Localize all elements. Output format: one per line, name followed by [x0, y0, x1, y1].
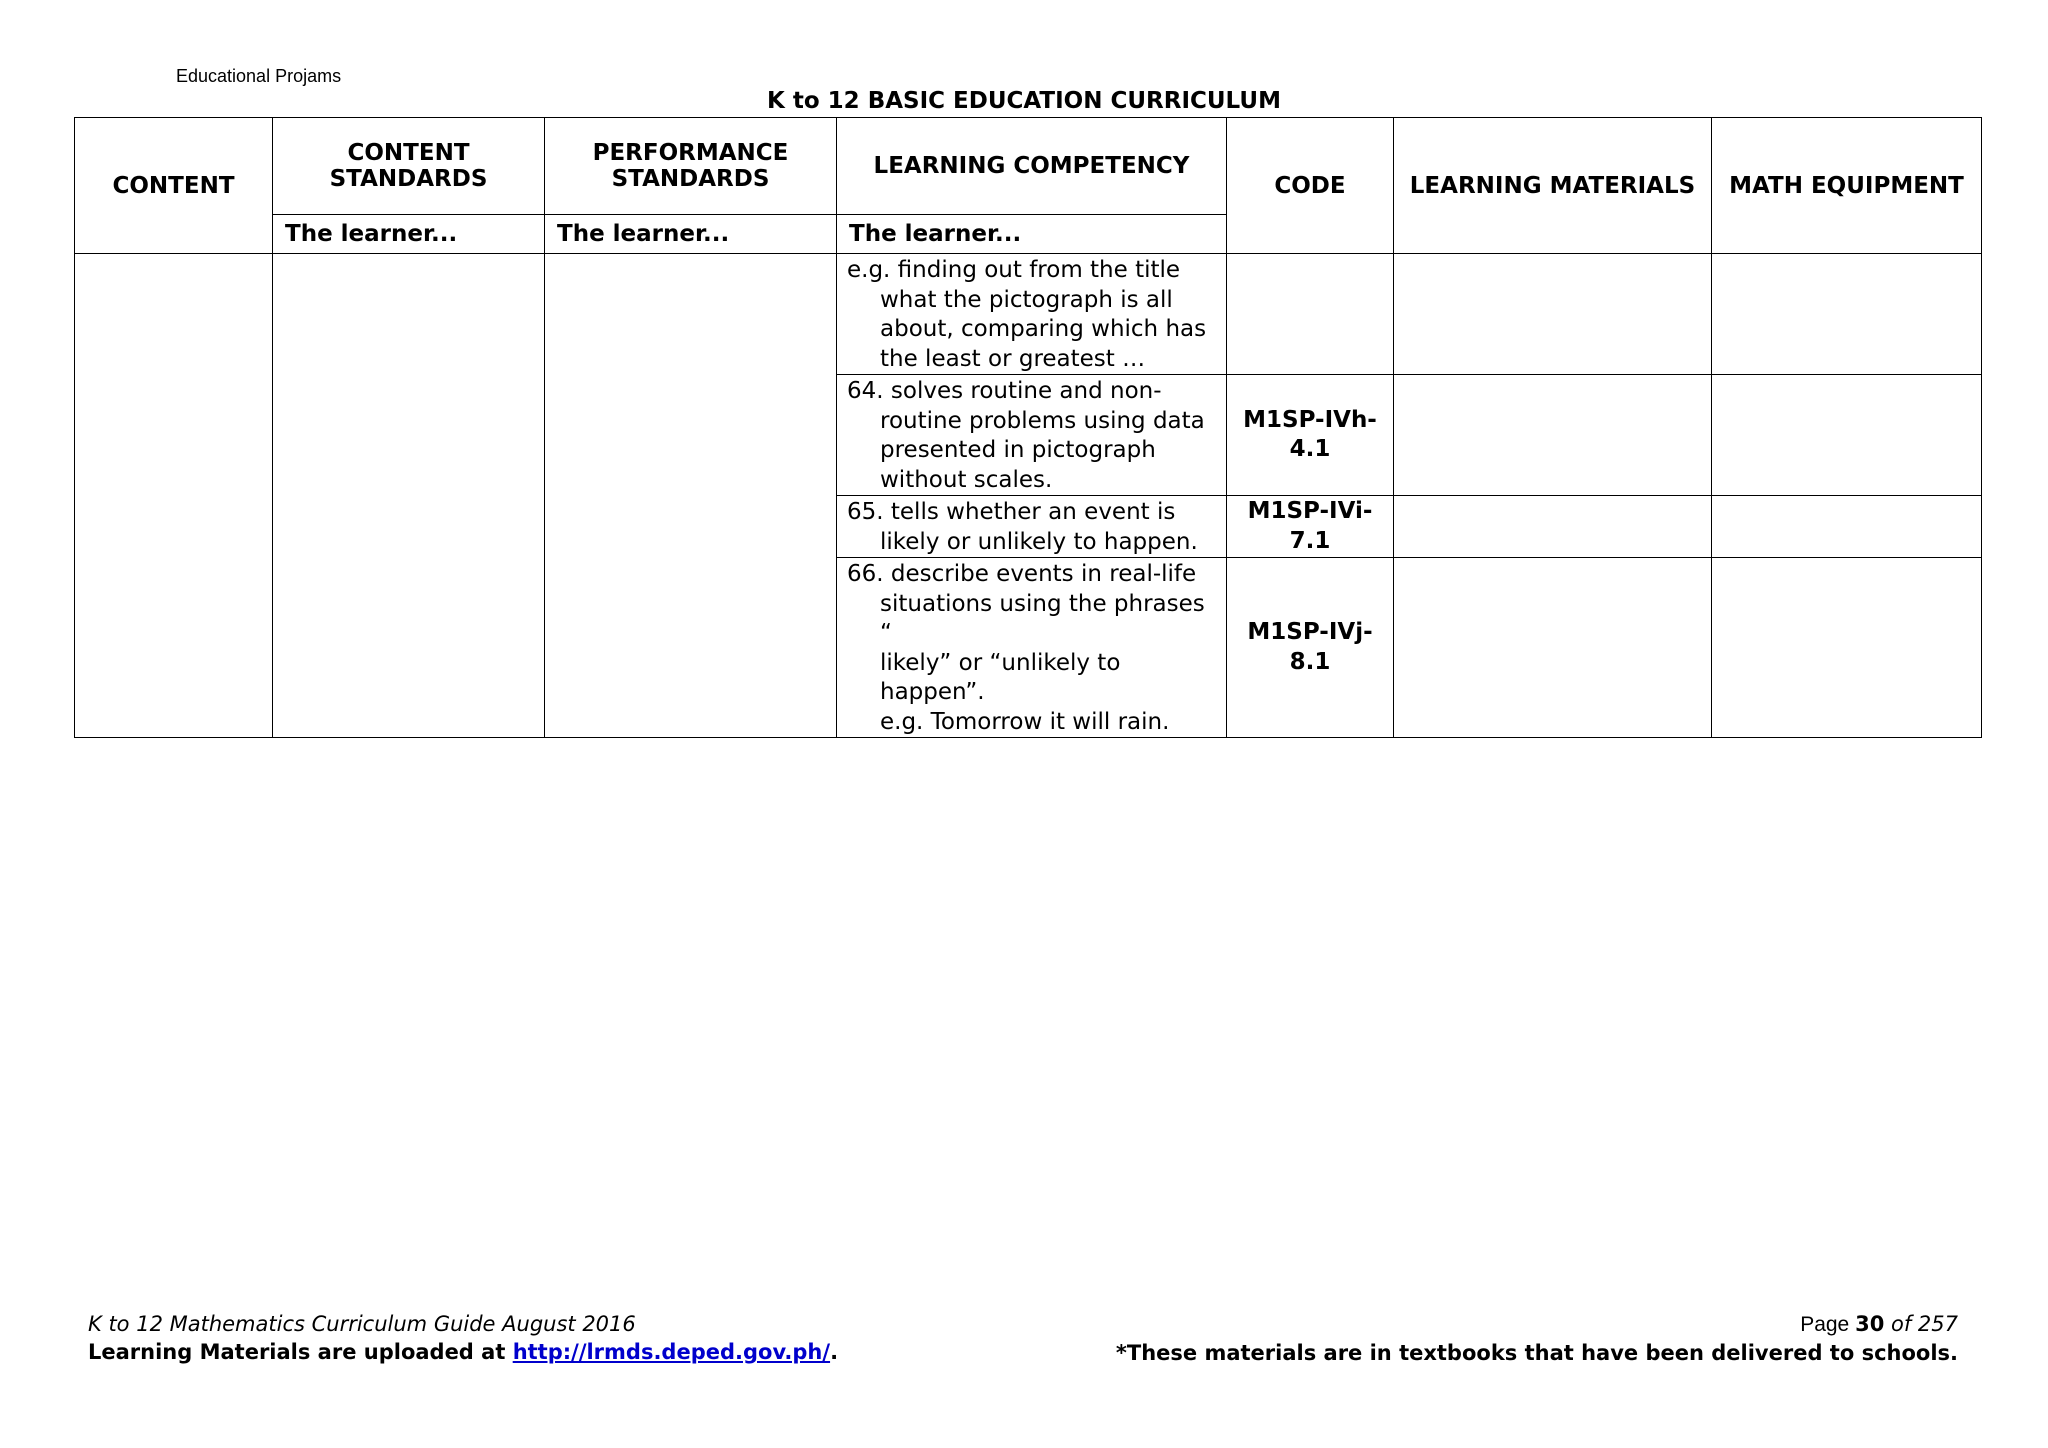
header-code: CODE [1227, 118, 1394, 254]
math-equipment-cell [1712, 558, 1982, 738]
learning-materials-cell [1394, 375, 1712, 496]
competency-line: the least or greatest … [880, 345, 1146, 372]
page-label: Page [1800, 1313, 1856, 1336]
footer-upload-text: Learning Materials are uploaded at [88, 1340, 513, 1364]
header-content-standards: CONTENT STANDARDS [273, 118, 545, 215]
math-equipment-cell [1712, 375, 1982, 496]
math-equipment-cell [1712, 254, 1982, 375]
competency-line: e.g. finding out from the title [847, 257, 1181, 283]
competency-line: presented in pictograph [880, 437, 1156, 463]
code-line: 7.1 [1289, 527, 1331, 554]
performance-standards-cell [545, 254, 837, 738]
page-number: 30 [1855, 1312, 1885, 1336]
footer-note: *These materials are in textbooks that have been delivered to schools. [1115, 1341, 1958, 1365]
header-math-equipment: MATH EQUIPMENT [1712, 118, 1982, 254]
competency-line: 65. tells whether an event is [847, 499, 1176, 525]
table-row [75, 254, 1982, 375]
page-total: of 257 [1884, 1312, 1958, 1336]
page-indicator [1116, 1310, 1958, 1339]
content-cell [75, 254, 273, 738]
code-line: M1SP-IVh- [1243, 406, 1377, 433]
competency-cell [837, 254, 1227, 375]
code-cell [1227, 375, 1394, 496]
footer-right [1116, 1310, 1958, 1367]
curriculum-table [74, 117, 1982, 738]
competency-line: 64. solves routine and non- [847, 378, 1162, 404]
competency-line: likely or unlikely to happen. [880, 528, 1198, 555]
competency-line: routine problems using data [880, 407, 1205, 434]
lrmds-link[interactable]: http://lrmds.deped.gov.ph/ [512, 1340, 831, 1364]
subheader-learning-competency: The learner... [837, 215, 1227, 254]
watermark-text: Educational Projams [176, 66, 342, 86]
content-standards-cell [273, 254, 545, 738]
competency-line: what the pictograph is all [880, 286, 1173, 313]
competency-cell [837, 558, 1227, 738]
competency-cell [837, 375, 1227, 496]
document-title: K to 12 BASIC EDUCATION CURRICULUM [767, 88, 1281, 114]
footer-upload-line [88, 1338, 838, 1366]
learning-materials-cell [1394, 558, 1712, 738]
competency-line: situations using the phrases “ [880, 590, 1205, 646]
header-learning-competency: LEARNING COMPETENCY [837, 118, 1227, 215]
code-cell [1227, 496, 1394, 558]
code-line: M1SP-IVj- [1247, 619, 1373, 645]
subheader-content-standards: The learner... [273, 215, 545, 254]
header-performance-standards: PERFORMANCE STANDARDS [545, 118, 837, 215]
competency-line: about, comparing which has [880, 316, 1207, 342]
code-cell [1227, 254, 1394, 375]
footer-upload-end: . [830, 1340, 839, 1364]
competency-line: 66. describe events in real-life [847, 561, 1197, 587]
code-line: 4.1 [1289, 436, 1331, 462]
header-row [75, 118, 1982, 215]
competency-cell [837, 496, 1227, 558]
header-learning-materials: LEARNING MATERIALS [1394, 118, 1712, 254]
learning-materials-cell [1394, 254, 1712, 375]
header-content: CONTENT [75, 118, 273, 254]
math-equipment-cell [1712, 496, 1982, 558]
learning-materials-cell [1394, 496, 1712, 558]
competency-line: without scales. [880, 466, 1053, 493]
footer-left [88, 1310, 838, 1366]
code-cell [1227, 558, 1394, 738]
competency-line: likely” or “unlikely to happen”. [880, 649, 1121, 705]
footer-guide-title: K to 12 Mathematics Curriculum Guide August 2016 [88, 1312, 636, 1336]
code-line: 8.1 [1289, 648, 1331, 675]
competency-line: e.g. Tomorrow it will rain. [880, 708, 1170, 735]
subheader-performance-standards: The learner... [545, 215, 837, 254]
code-line: M1SP-IVi- [1247, 498, 1373, 524]
